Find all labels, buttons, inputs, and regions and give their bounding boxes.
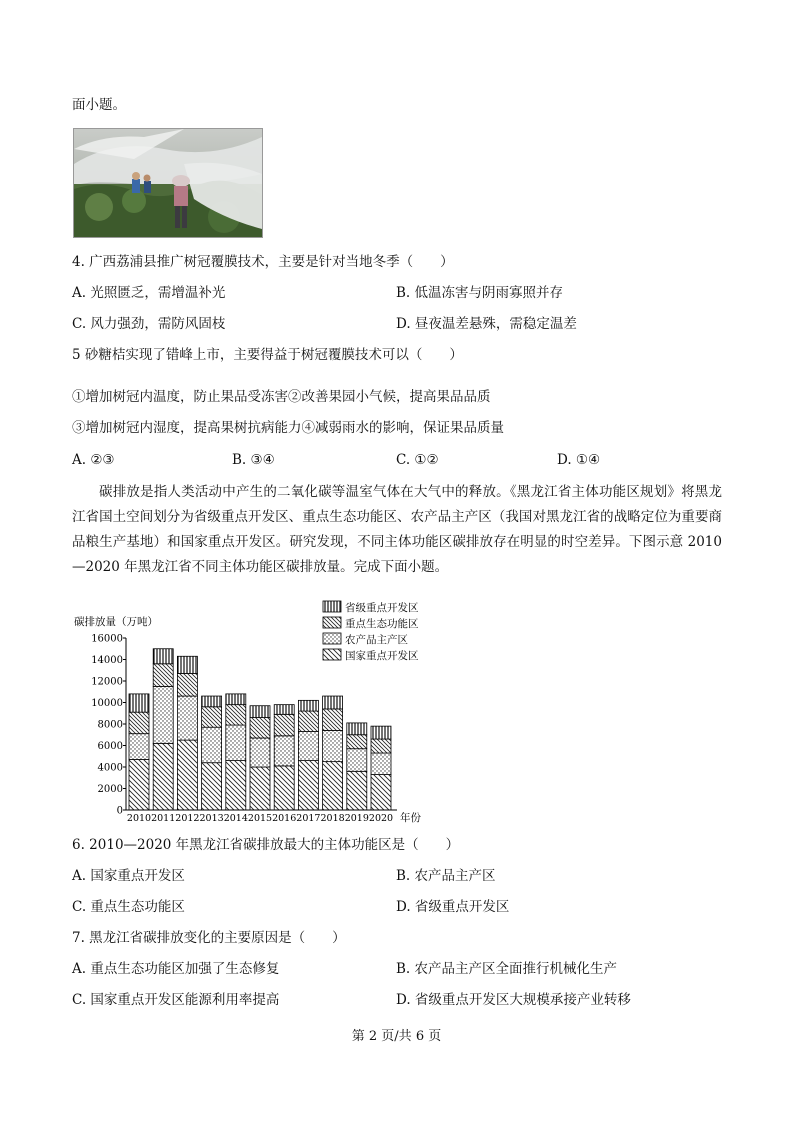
bar-provincial-key-2014 [226,694,246,705]
bar-eco-key-2017 [298,711,318,731]
bar-eco-key-2016 [274,714,294,736]
y-tick-label: 12000 [91,676,123,688]
y-axis-label: 碳排放量（万吨） [74,616,158,628]
bar-provincial-key-2013 [202,696,222,707]
q4-option-b[interactable]: B. 低温冻害与阴雨寡照并存 [396,285,564,301]
x-tick-label: 2016 [272,813,297,824]
orchard-film-photo [73,128,263,238]
y-tick-label: 2000 [97,784,123,795]
y-tick-label: 8000 [97,719,123,731]
bar-provincial-key-2012 [177,656,197,673]
bar-eco-key-2014 [226,705,246,725]
q7-option-c[interactable]: C. 国家重点开发区能源利用率提高 [72,992,280,1008]
y-tick-label: 0 [116,805,123,817]
q5-statements-2: ③增加树冠内湿度，提高果树抗病能力④减弱雨水的影响，保证果品质量 [72,420,504,436]
q5-option-d[interactable]: D. ①④ [557,452,601,468]
bar-provincial-key-2015 [250,706,270,718]
legend-label-national-key: 国家重点开发区 [345,650,419,662]
bar-national-key-2019 [347,771,367,810]
bar-eco-key-2010 [129,712,149,734]
bar-national-key-2014 [226,761,246,810]
x-tick-label: 2017 [296,813,321,824]
q5-option-a[interactable]: A. ②③ [72,452,115,468]
bar-agri-main-2016 [274,736,294,766]
passage: 碳排放是指人类活动中产生的二氧化碳等温室气体在大气中的释放。《黑龙江省主体功能区规划》将黑龙江省国土空间划分为省级重点开发区、重点生态功能区、农产品主产区（我国对黑龙江省的战略定位为重要商品粮生产基地）和国家重点开发区。研究发现，不同主体功能区碳排放存在明显的时空差异。下图示意 2010—2020 年黑龙江省不同主体功能区碳排放量。完成下面小题。 [72,484,722,575]
bar-national-key-2017 [298,761,318,810]
y-tick-label: 4000 [97,762,123,774]
q7-stem: 7. 黑龙江省碳排放变化的主要原因是（ ） [72,930,346,946]
q6-option-c[interactable]: C. 重点生态功能区 [72,899,185,915]
q5-option-c[interactable]: C. ①② [396,452,439,468]
bar-provincial-key-2016 [274,705,294,715]
y-tick-label: 16000 [91,633,123,645]
legend-swatch-provincial-key [323,601,341,612]
q5-statements-1: ①增加树冠内温度，防止果品受冻害②改善果园小气候，提高果品品质 [72,389,491,405]
bar-national-key-2020 [371,775,391,810]
bar-agri-main-2018 [323,730,343,761]
q6-option-b[interactable]: B. 农产品主产区 [396,868,496,884]
bar-agri-main-2019 [347,749,367,772]
bar-eco-key-2011 [153,664,173,687]
legend-swatch-national-key [323,649,341,660]
bar-provincial-key-2011 [153,649,173,664]
bar-agri-main-2017 [298,732,318,761]
intro-tail: 面小题。 [72,97,126,113]
bar-agri-main-2015 [250,738,270,767]
bar-provincial-key-2020 [371,726,391,739]
y-tick-label: 14000 [91,655,123,666]
x-tick-label: 2015 [247,813,273,824]
bar-national-key-2013 [202,763,222,810]
legend-label-eco-key: 重点生态功能区 [345,618,419,630]
bar-eco-key-2012 [177,673,197,696]
x-tick-label: 2011 [151,813,176,824]
bar-agri-main-2020 [371,753,391,775]
legend-label-agri-main: 农产品主产区 [345,634,408,646]
x-tick-label: 2020 [368,813,394,824]
x-tick-label: 2013 [199,813,224,824]
bar-eco-key-2015 [250,718,270,738]
y-tick-label: 6000 [97,741,123,752]
q4-option-d[interactable]: D. 昼夜温差悬殊，需稳定温差 [396,316,577,332]
bar-provincial-key-2017 [298,700,318,711]
legend-swatch-eco-key [323,617,341,628]
bar-agri-main-2013 [202,727,222,762]
bar-eco-key-2013 [202,707,222,727]
bar-provincial-key-2018 [323,696,343,709]
q6-option-d[interactable]: D. 省级重点开发区 [396,899,510,915]
q5-option-b[interactable]: B. ③④ [232,452,275,468]
bar-national-key-2018 [323,762,343,810]
bar-national-key-2010 [129,759,149,810]
bar-eco-key-2020 [371,739,391,753]
legend-swatch-agri-main [323,633,341,644]
q4-option-a[interactable]: A. 光照匮乏，需增温补光 [72,285,226,301]
bar-national-key-2011 [153,743,173,810]
q4-option-c[interactable]: C. 风力强劲，需防风固枝 [72,316,226,332]
bar-agri-main-2010 [129,734,149,760]
x-axis-label: 年份 [400,812,421,824]
carbon-emission-chart [72,598,442,828]
bar-eco-key-2018 [323,709,343,731]
page-footer: 第 2 页/共 6 页 [351,1029,442,1044]
q6-stem: 6. 2010—2020 年黑龙江省碳排放最大的主体功能区是（ ） [72,837,460,853]
x-tick-label: 2012 [175,813,200,824]
x-tick-label: 2010 [126,813,152,824]
q7-option-a[interactable]: A. 重点生态功能区加强了生态修复 [72,961,280,977]
bar-national-key-2016 [274,766,294,810]
q5-stem: 5 砂糖桔实现了错峰上市，主要得益于树冠覆膜技术可以（ ） [72,347,463,363]
bar-eco-key-2019 [347,735,367,749]
q6-option-a[interactable]: A. 国家重点开发区 [72,868,185,884]
legend-label-provincial-key: 省级重点开发区 [345,602,419,614]
x-tick-label: 2014 [223,813,248,824]
bar-agri-main-2014 [226,725,246,760]
x-tick-label: 2019 [344,813,369,824]
q7-option-d[interactable]: D. 省级重点开发区大规模承接产业转移 [396,992,631,1008]
bar-provincial-key-2010 [129,694,149,712]
bar-provincial-key-2019 [347,723,367,735]
q7-option-b[interactable]: B. 农产品主产区全面推行机械化生产 [396,961,618,977]
y-tick-label: 10000 [91,698,123,709]
bar-national-key-2012 [177,740,197,810]
q4-stem: 4. 广西荔浦县推广树冠覆膜技术，主要是针对当地冬季（ ） [72,254,454,270]
x-tick-label: 2018 [320,813,345,824]
bar-national-key-2015 [250,767,270,810]
bar-agri-main-2011 [153,686,173,743]
bar-agri-main-2012 [177,696,197,740]
